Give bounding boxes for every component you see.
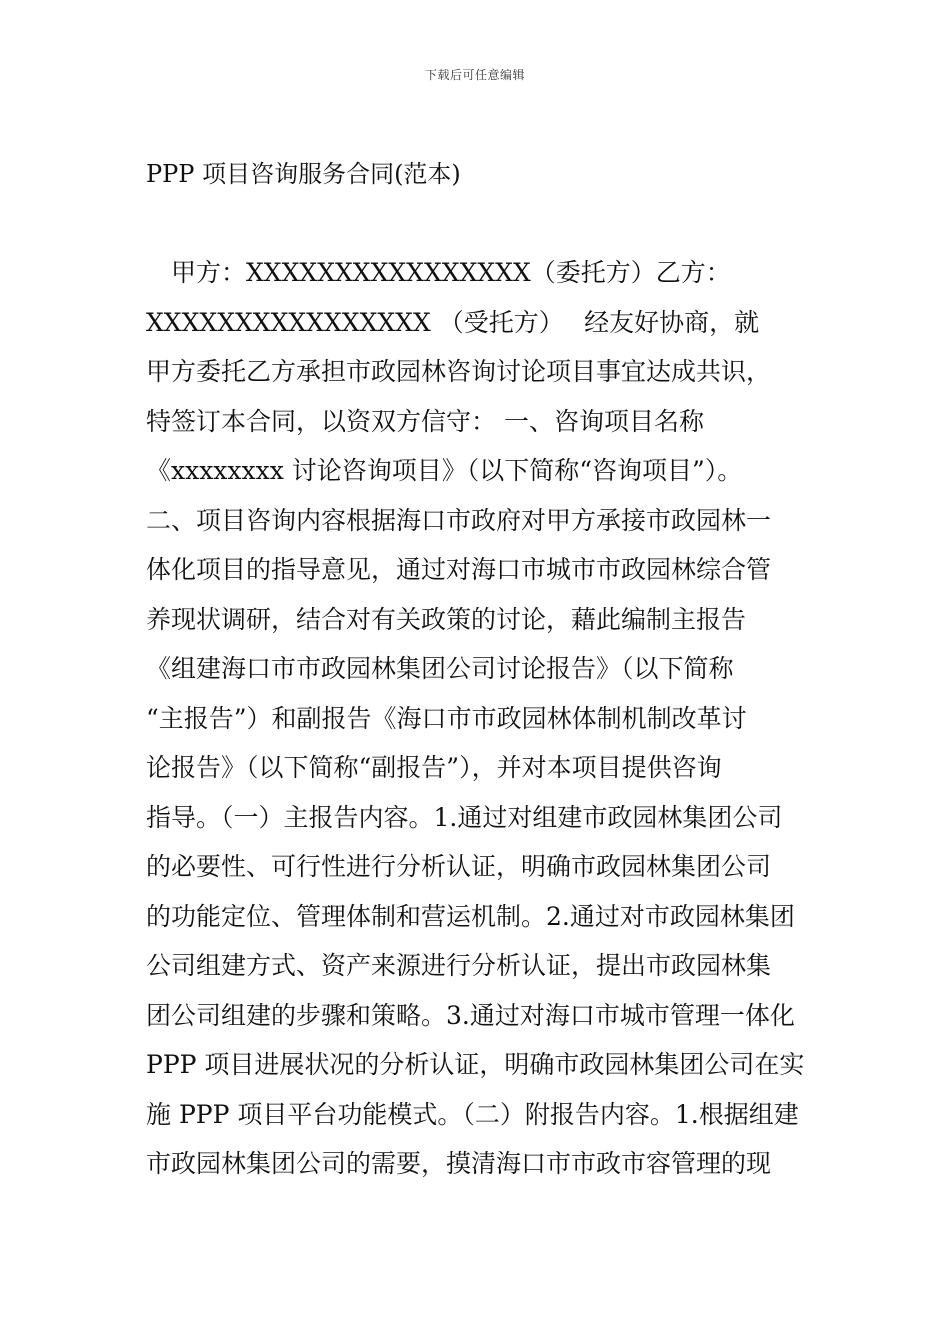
body-line: 体化项目的指导意见，通过对海口市城市市政园林综合管	[146, 555, 772, 584]
body-line: 养现状调研，结合对有关政策的讨论，藉此编制主报告	[146, 604, 747, 634]
document-title: PPP 项目咨询服务合同(范本)	[146, 160, 461, 188]
body-line: 市政园林集团公司的需要，摸清海口市市政市容管理的现	[146, 1149, 772, 1178]
header-note: 下载后可任意编辑	[424, 68, 525, 82]
body-line: 《组建海口市市政园林集团公司讨论报告》（以下简称	[146, 654, 734, 683]
body-line: 公司组建方式、资产来源进行分析认证，提出市政园林集	[146, 951, 772, 980]
body-line: 二、项目咨询内容根据海口市政府对甲方承接市政园林一	[146, 505, 772, 535]
body-line: XXXXXXXXXXXXXXXX （受托方） 经友好协商，就	[146, 307, 760, 337]
document-body	[146, 256, 816, 1197]
body-line: 的必要性、可行性进行分析认证，明确市政园林集团公司	[146, 852, 772, 881]
body-line: 《xxxxxxxx 讨论咨询项目》（以下简称“咨询项目”）。	[146, 456, 743, 485]
body-line: 甲方委托乙方承担市政园林咨询讨论项目事宜达成共识，	[146, 357, 772, 386]
body-line: 特签订本合同，以资双方信守： 一、咨询项目名称	[146, 406, 704, 436]
body-line: 论报告》（以下简称“副报告”），并对本项目提供咨询	[146, 753, 722, 782]
body-line: 施 PPP 项目平台功能模式。（二）附报告内容。1.根据组建	[146, 1099, 799, 1129]
body-line: 团公司组建的步骤和策略。3.通过对海口市城市管理一体化	[146, 1000, 795, 1030]
body-line: 甲方：XXXXXXXXXXXXXXXX（委托方）乙方：	[146, 258, 731, 287]
body-line: “主报告”）和副报告《海口市市政园林体制机制改革讨	[146, 703, 747, 733]
body-line: 指导。（一）主报告内容。1.通过对组建市政园林集团公司	[146, 802, 783, 832]
body-line: 的功能定位、管理体制和营运机制。2.通过对市政园林集团	[146, 901, 795, 931]
body-line: PPP 项目进展状况的分析认证，明确市政园林集团公司在实	[146, 1050, 805, 1079]
